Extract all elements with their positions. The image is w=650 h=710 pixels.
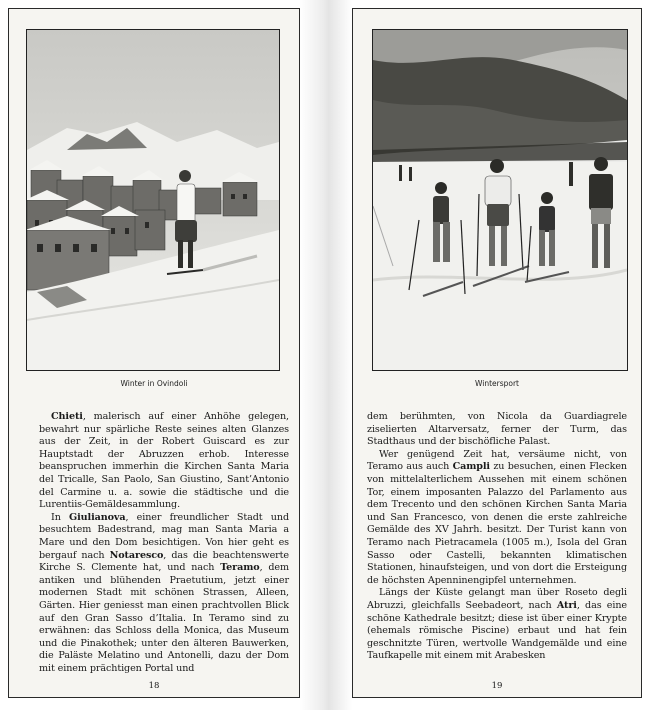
text-run: , das die beachtenswerte Kirche S. Clemente hat, und nach [39,549,289,574]
place-name: Atri [556,599,577,611]
text-run: , dem antiken und blühenden Praetutium, jetzt einer modernen Stadt mit schönen Strassen, Alleen, Gärten. Hier geniesst man einen prachtvollen Blick auf den Gran Sasso d’Italia. In Teramo sind zu erwähnen: das Schloss della Monica, das Museum und die Pinakothek; unter den älteren Bauwerken, die Paläste Melatino und Antonelli, dazu der Dom mit einem prächtigen Portal und [39,562,289,674]
place-name: Notaresco [109,549,164,561]
text-run: , das eine schöne Kathedrale besitzt; diese ist über einer Krypte (ehemals römische Piscine) erbaut und hat fein geschnitzte Türen, wertvolle Wandgemälde und eine Taufkapelle mit einem mit Arabesken [367,599,627,662]
text-run: Wer genügend Zeit hat, versäume nicht, von Teramo aus auch [367,448,627,473]
body-text [39,411,289,675]
place-name: Giulianova [69,511,126,523]
photo-wintersport [372,29,628,371]
text-run: , einer freundlicher Stadt und besuchtem Badestrand, mag man Santa Maria a Mare und den Dom besichtigen. Von hier geht es bergauf nach [39,511,289,561]
photo-winter-in-ovindoli [26,29,280,371]
place-name: Chieti [51,411,83,422]
paragraph [367,411,627,449]
paragraph [367,449,627,588]
paragraph [367,587,627,663]
text-run: , malerisch auf einer Anhöhe gelegen, bewahrt nur spärliche Reste seines alten Glanzes aus der Zeit, in der Robert Guiscard es zur Hauptstadt der Abruzzen erhob. Interesse beanspruchen immerhin die Kirchen Santa Maria del Tricalle, San Paolo, San Giustino, Sant’Antonio del Carmine u. a. sowie die städtische und die Lurentiis-Gemäldesammlung. [39,411,289,511]
paragraph [39,512,289,676]
page-number: 18 [148,681,160,691]
body-text [367,411,627,663]
wintersport-illustration [373,30,627,370]
page-number: 19 [491,681,503,691]
winter-village-illustration [27,30,279,370]
book-gutter [300,0,352,710]
photo-caption: Wintersport [474,379,519,388]
text-run: In [51,511,70,523]
right-page [352,8,642,698]
text-run: dem berühmten, von Nicola da Guardiagrele ziselierten Altarversatz, ferner der Turm, das Stadthaus und der bischöfliche Palast. [367,411,627,448]
text-run: zu besuchen, einen Flecken von mittelalterlichem Aussehen mit einem schönen Tor, einem imposanten Palazzo del Parlamento aus dem Trecento und den schönen Kirchen Santa Maria und San Francesco, von denen die erste zahlreiche Gemälde des XV Jahrh. besitzt. Der Turist kann von Teramo nach Pietracamela (1005 m.), Isola del Gran Sasso oder Castelli, bekannten klimatischen Stationen, hinaufsteigen, und von dort die Ersteigung de höchsten Apenninengipfel unternehmen. [367,461,627,586]
place-name: Campli [452,461,490,473]
paragraph [39,411,289,512]
photo-caption: Winter in Ovindoli [120,379,188,388]
place-name: Teramo [220,562,260,574]
left-page [8,8,300,698]
text-run: Längs der Küste gelangt man über Roseto degli Abruzzi, gleichfalls Seebadeort, nach [367,587,627,611]
